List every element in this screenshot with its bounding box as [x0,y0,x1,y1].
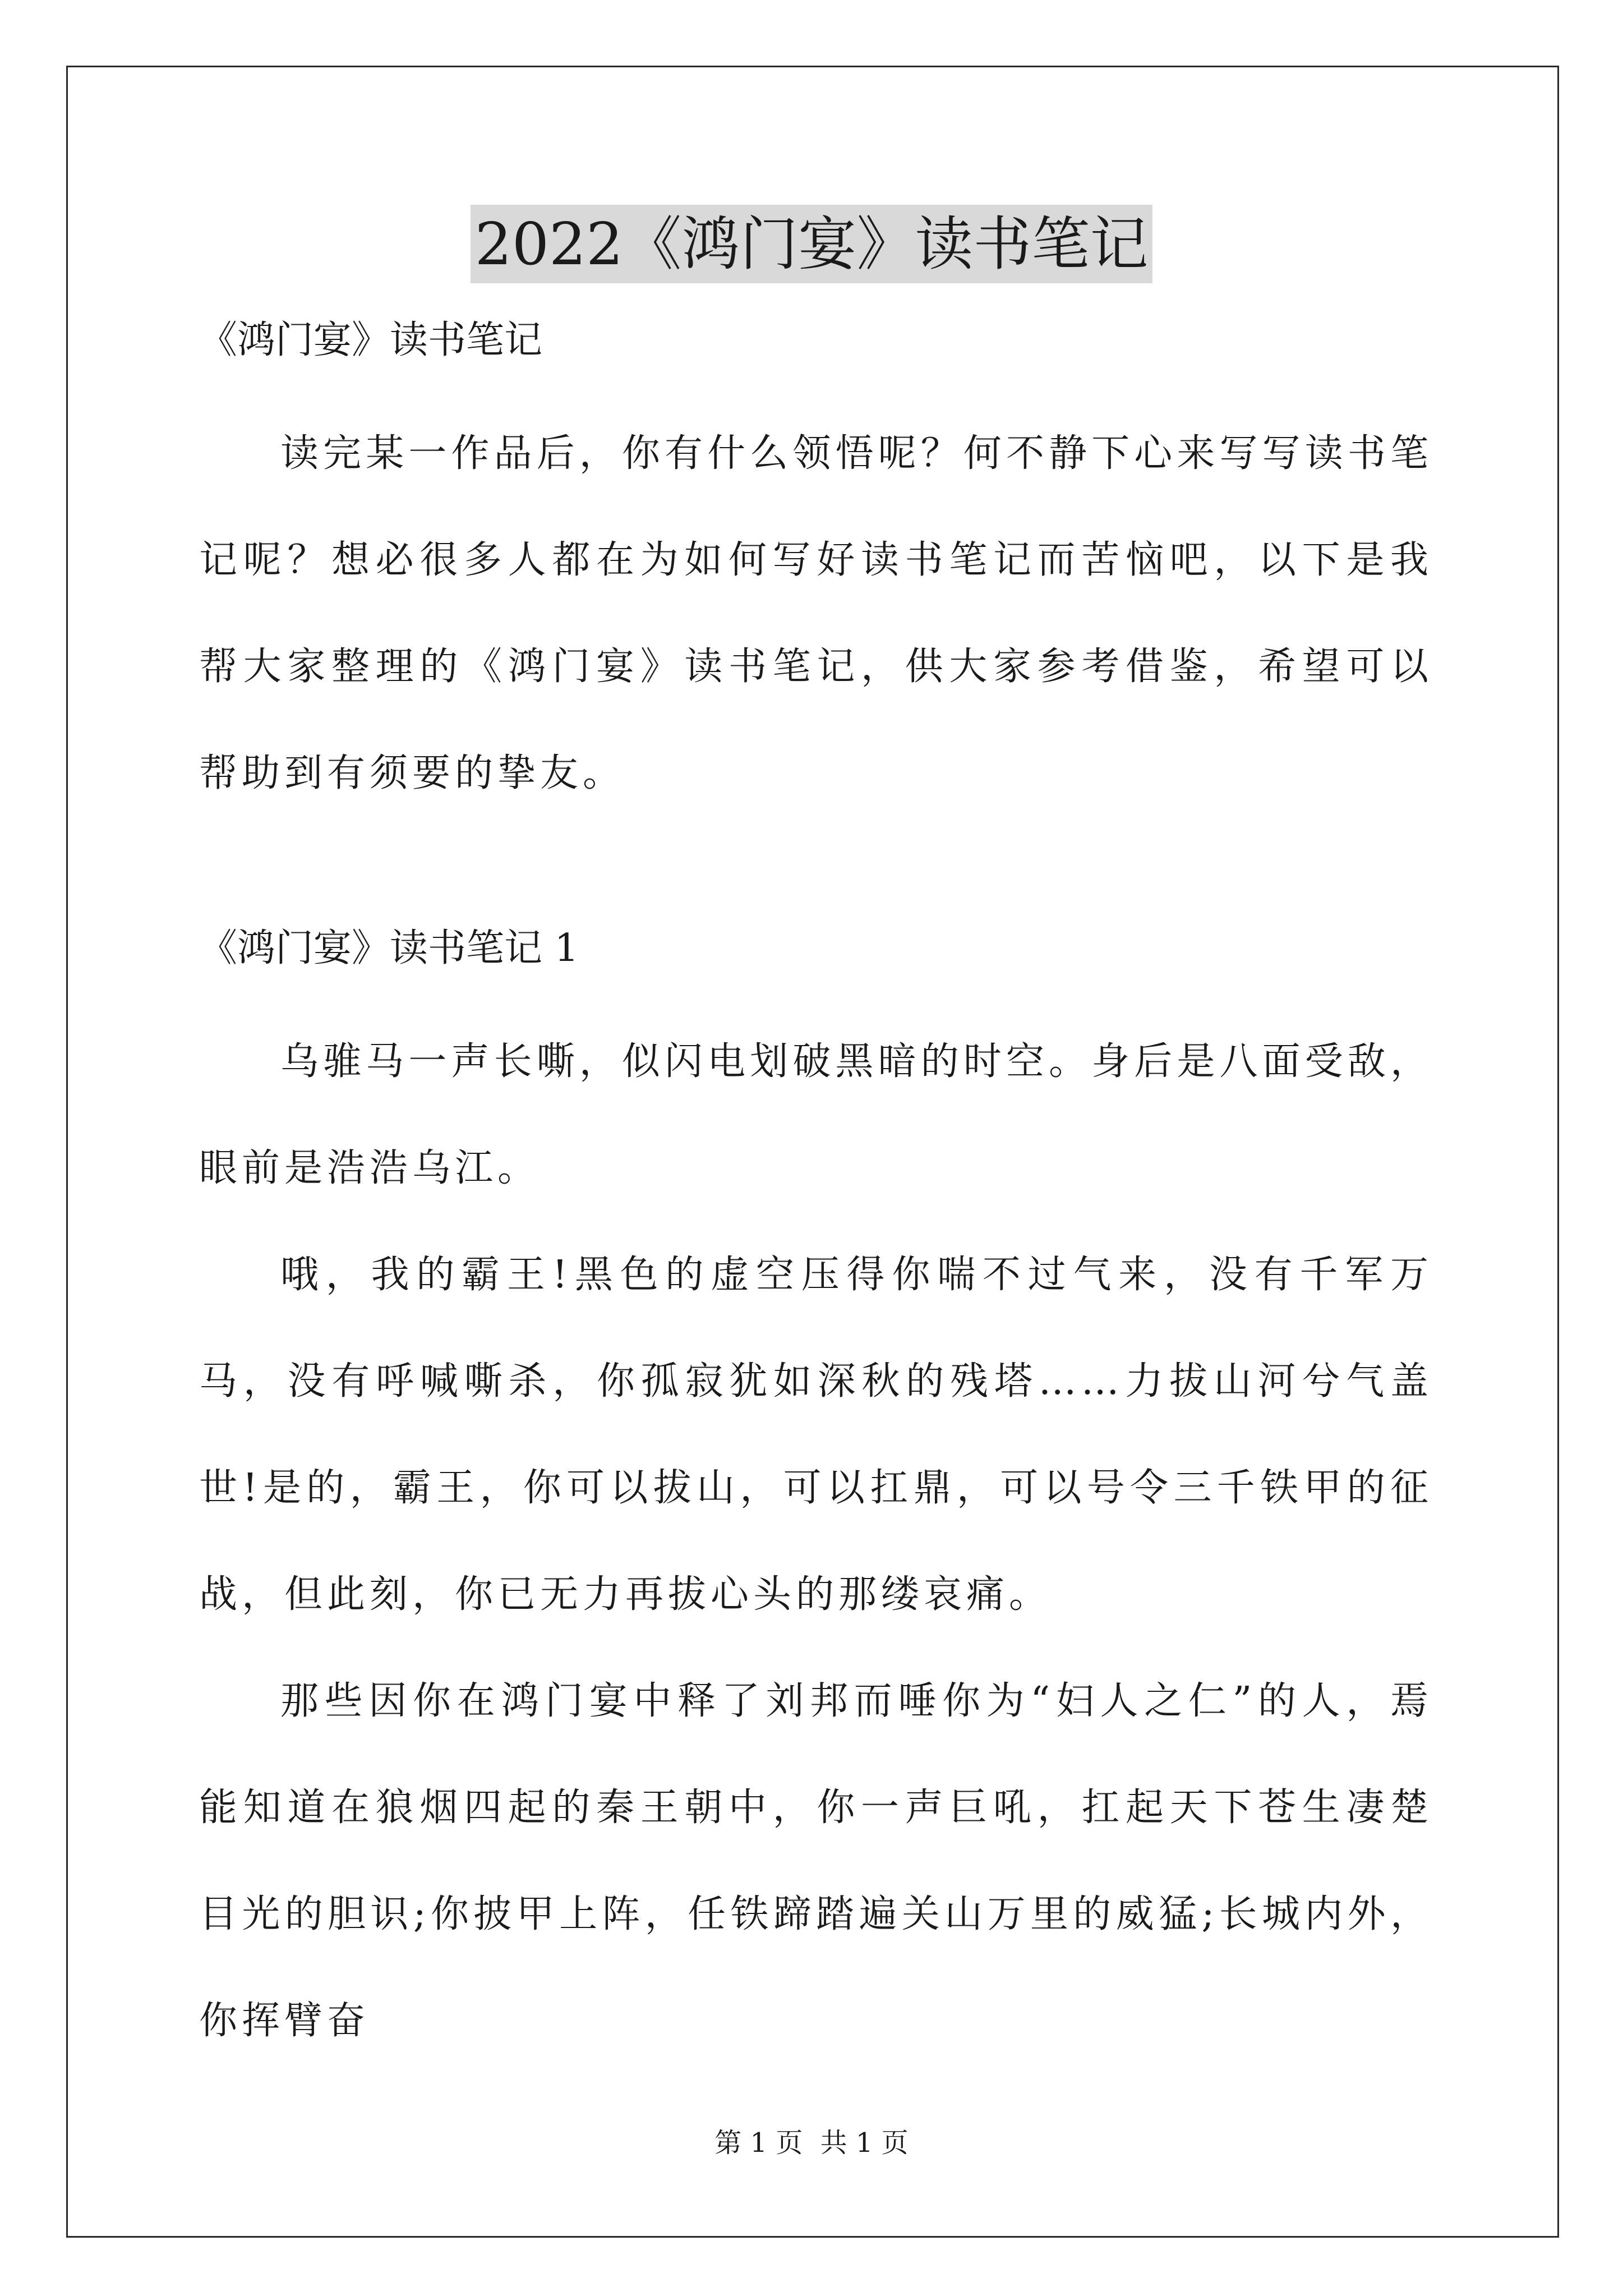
page-number: 第 1 页 [714,2127,803,2159]
intro-heading: 《鸿门宴》读书笔记 [199,318,543,362]
intro-paragraph: 读完某一作品后，你有什么领悟呢？何不静下心来写写读书笔记呢？想必很多人都在为如何写好读书笔记而苦恼吧，以下是我帮大家整理的《鸿门宴》读书笔记，供大家参考借鉴，希望可以帮助到有须要的挚友。 [199,431,1433,795]
body-paragraph: 乌骓马一声长嘶，似闪电划破黑暗的时空。身后是八面受敌，眼前是浩浩乌江。 [199,1039,1433,1190]
document-title: 2022《鸿门宴》读书笔记 [471,205,1153,283]
document-body [199,314,1433,2074]
title-container [0,205,1623,283]
section-heading: 《鸿门宴》读书笔记 1 [199,926,579,970]
page-footer [0,2126,1623,2160]
body-paragraph: 哦，我的霸王!黑色的虚空压得你喘不过气来，没有千军万马，没有呼喊嘶杀，你孤寂犹如深秋的残塔……力拔山河兮气盖世!是的，霸王，你可以拔山，可以扛鼎，可以号令三千铁甲的征战，但此刻，你已无力再拔心头的那缕哀痛。 [199,1253,1433,1617]
page-total: 共 1 页 [820,2127,909,2159]
body-paragraph: 那些因你在鸿门宴中释了刘邦而唾你为“妇人之仁”的人，焉能知道在狼烟四起的秦王朝中，你一声巨吼，扛起天下苍生凄楚目光的胆识;你披甲上阵，任铁蹄踏遍关山万里的威猛;长城内外，你挥臂奋 [199,1679,1433,2043]
